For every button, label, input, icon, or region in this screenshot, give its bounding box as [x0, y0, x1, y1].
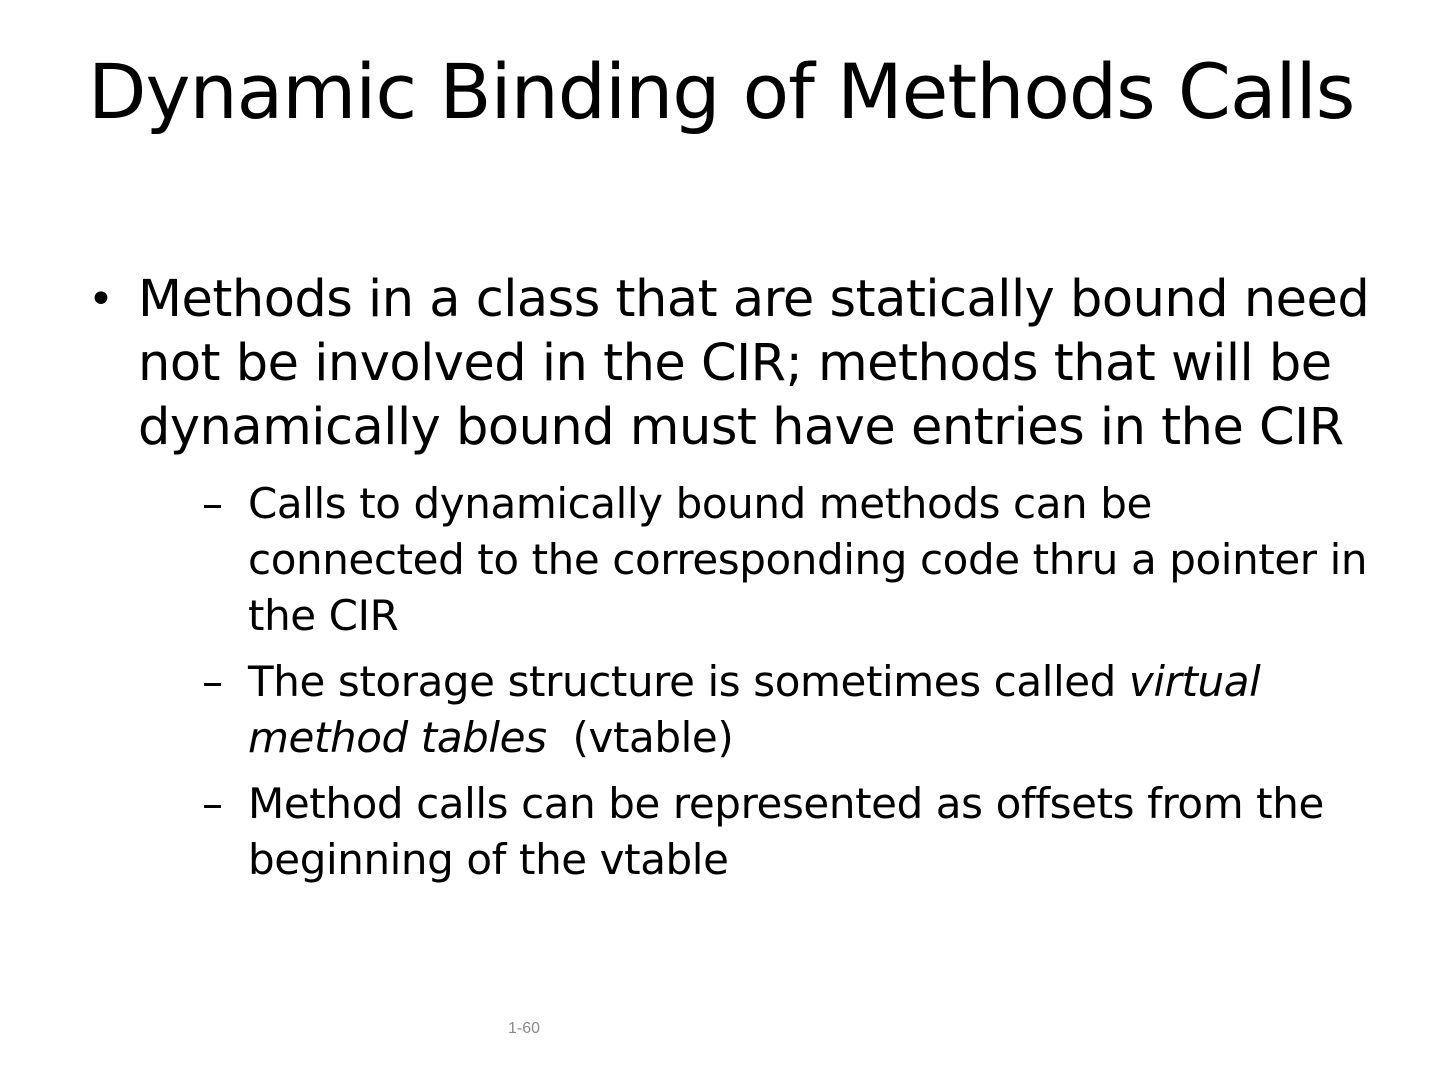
sub-bullet-item: [202, 776, 1378, 888]
sub-bullet-text-suffix: (vtable): [546, 713, 734, 762]
slide-title: Dynamic Binding of Methods Calls: [88, 47, 1355, 136]
bullet-text: Methods in a class that are statically bound need not be involved in the CIR; methods that will be dynamically bound must have entries in the CIR: [138, 270, 1370, 457]
sub-bullet-item: [202, 476, 1378, 644]
sub-bullet-list: [138, 476, 1378, 888]
sub-bullet-item: [202, 654, 1378, 766]
sub-bullet-marker: –: [202, 779, 223, 828]
sub-bullet-italic-term: virtual method tables: [248, 657, 1261, 762]
sub-bullet-marker: –: [202, 657, 223, 706]
slide-number: 1-60: [508, 1020, 541, 1037]
bullet-marker: •: [88, 274, 114, 325]
sub-bullet-marker: –: [202, 479, 223, 528]
sub-bullet-text: Method calls can be represented as offsets from the beginning of the vtable: [248, 779, 1324, 884]
bullet-item: [88, 268, 1378, 888]
bullet-list: [88, 268, 1378, 898]
sub-bullet-text: The storage structure is sometimes called: [248, 657, 1129, 706]
sub-bullet-text: Calls to dynamically bound methods can be connected to the corresponding code thru a pointer in the CIR: [248, 479, 1368, 640]
